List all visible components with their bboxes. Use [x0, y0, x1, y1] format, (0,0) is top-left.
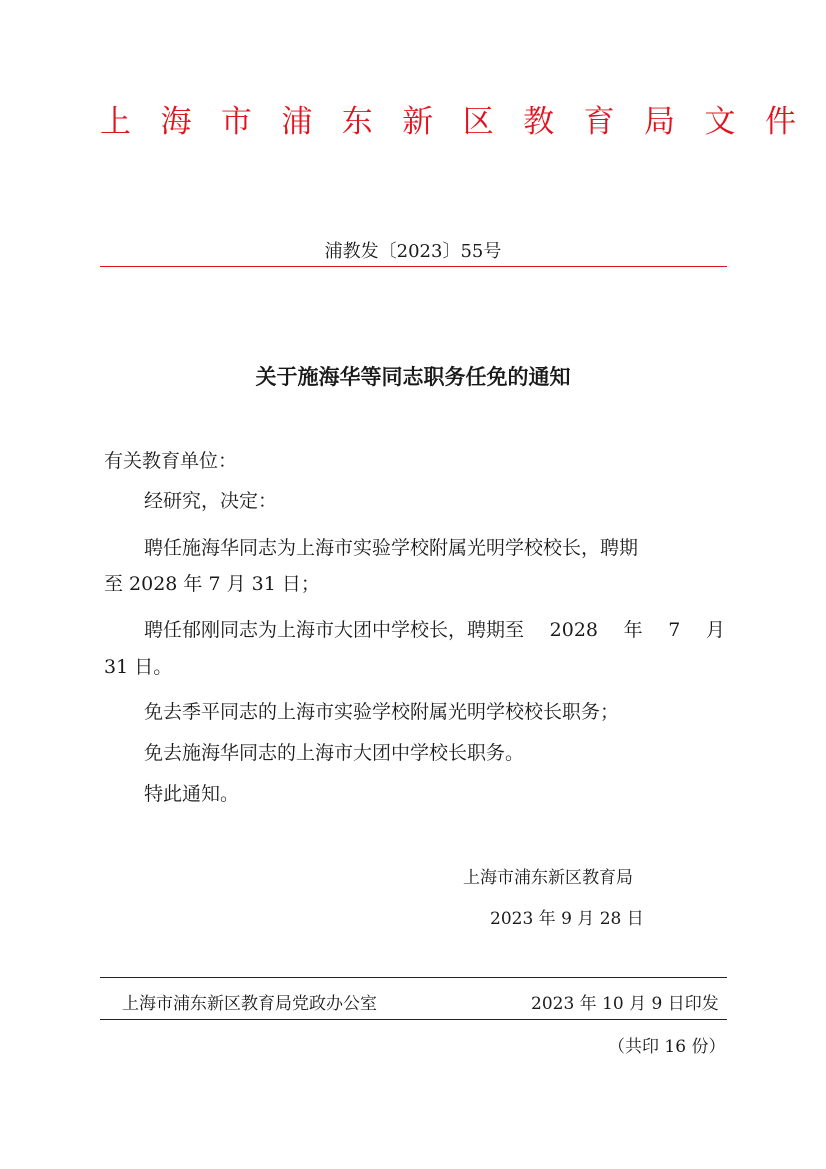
- red-divider: [100, 266, 727, 267]
- appointment-2-month-unit: 月: [705, 619, 725, 641]
- signature-organization: 上海市浦东新区教育局: [463, 868, 633, 888]
- appointment-2-year-unit: 年: [623, 619, 643, 641]
- appointment-1-line-2: 至 2028 年 7 月 31 日；: [104, 573, 320, 595]
- document-header-title: 上海市浦东新区教育局文件: [100, 104, 826, 140]
- footer-top-divider: [100, 977, 727, 978]
- copies-count: （共印 16 份）: [608, 1037, 726, 1057]
- salutation: 有关教育单位：: [104, 450, 238, 472]
- footer-issuing-office: 上海市浦东新区教育局党政办公室: [122, 994, 377, 1014]
- notice-title: 关于施海华等同志职务任免的通知: [255, 364, 571, 389]
- removal-2: 免去施海华同志的上海市大团中学校长职务。: [144, 742, 525, 764]
- closing-line: 特此通知。: [144, 783, 240, 805]
- appointment-2-line-2: 31 日。: [104, 656, 173, 678]
- document-number: 浦教发〔2023〕55号: [324, 241, 502, 262]
- appointment-1-line-1: 聘任施海华同志为上海市实验学校附属光明学校校长，聘期: [144, 537, 639, 559]
- appointment-2-line-1: [144, 615, 725, 645]
- appointment-2-year: 2028: [549, 619, 598, 641]
- removal-1: 免去季平同志的上海市实验学校附属光明学校校长职务；: [144, 701, 620, 723]
- intro-paragraph: 经研究，决定：: [144, 490, 278, 512]
- footer-print-date: 2023 年 10 月 9 日印发: [531, 994, 719, 1014]
- appointment-2-month: 7: [668, 619, 681, 641]
- signature-date: 2023 年 9 月 28 日: [490, 909, 644, 929]
- appointment-2-text: 聘任郁刚同志为上海市大团中学校长，聘期至: [144, 619, 525, 641]
- footer-bottom-divider: [100, 1019, 727, 1020]
